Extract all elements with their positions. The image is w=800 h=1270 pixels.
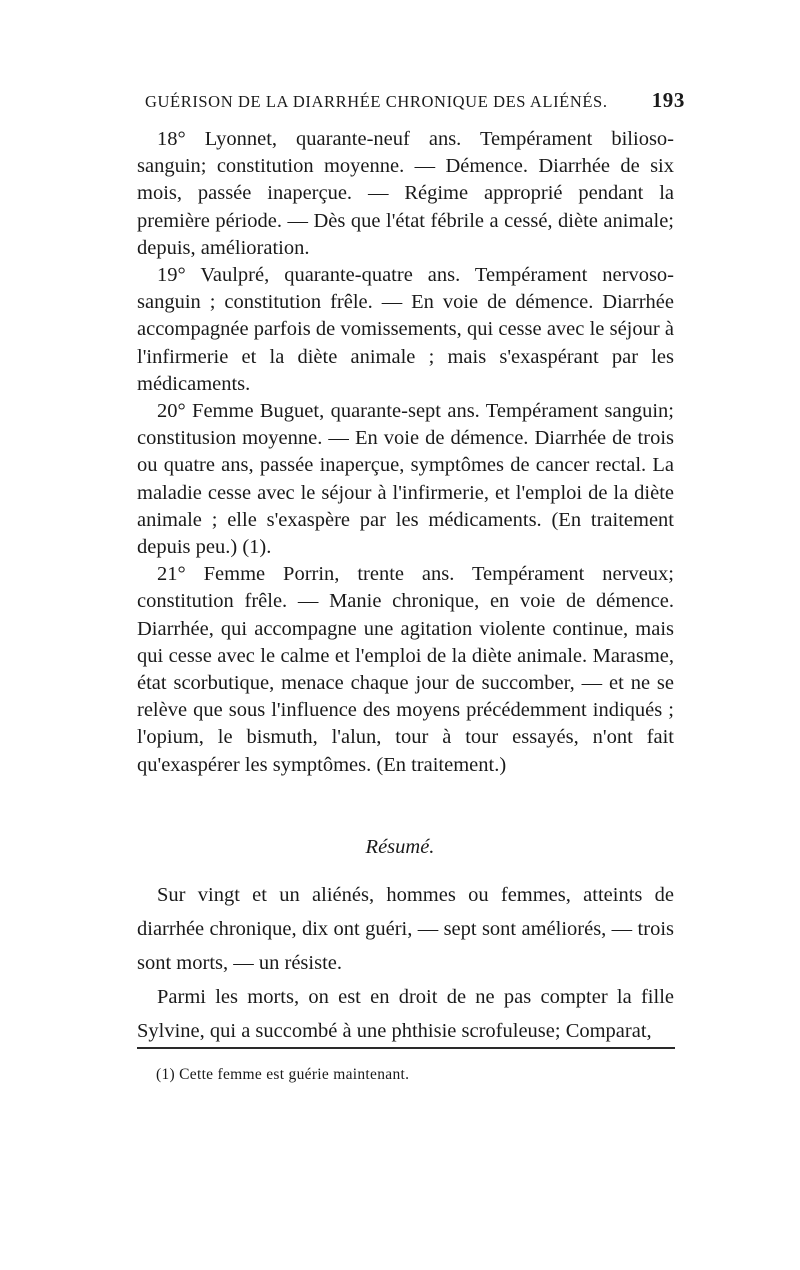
case-21-paragraph: 21° Femme Porrin, trente ans. Tempérament nerveux; constitution frêle. — Manie chronique, en voie de démence. Diarrhée, qui accompagne une agitation violente continue, mais qui cesse avec le calme et l'emploi de la diète animale. Marasme, état scorbutique, menace chaque jour de succomber, — et ne se relève que sous l'influence des moyens précédemment indiqués ; l'opium, le bismuth, l'alun, tour à tour essayés, n'ont fait qu'exaspérer les symptômes. (En traitement.)	[137, 563, 674, 776]
running-head	[145, 88, 685, 118]
summary-paragraph: Parmi les morts, on est en droit de ne pas compter la fille Sylvine, qui a succombé à une phthisie scrofuleuse; Comparat,	[137, 986, 674, 1042]
summary-paragraph: Sur vingt et un aliénés, hommes ou femmes, atteints de diarrhée chronique, dix ont guéri, — sept sont améliorés, — trois sont morts, — un résiste.	[137, 884, 674, 974]
footnote-divider	[137, 1047, 675, 1049]
summary-section	[137, 878, 674, 1048]
case-list	[137, 126, 674, 779]
case-20-paragraph: 20° Femme Buguet, quarante-sept ans. Tempérament sanguin; constitusion moyenne. — En voie de démence. Diarrhée de trois ou quatre ans, passée inaperçue, symptômes de cancer rectal. La maladie cesse avec le séjour à l'infirmerie, et l'emploi de la diète animale ; elle s'exaspère par les médicaments. (En traitement depuis peu.) (1).	[137, 400, 674, 559]
case-18-paragraph: 18° Lyonnet, quarante-neuf ans. Tempérament bilioso-sanguin; constitution moyenne. — Démence. Diarrhée de six mois, passée inaperçue. — Régime approprié pendant la première période. — Dès que l'état fébrile a cessé, diète animale; depuis, amélioration.	[137, 128, 674, 259]
page-number: 193	[651, 88, 685, 112]
case-19-paragraph: 19° Vaulpré, quarante-quatre ans. Tempérament nervoso-sanguin ; constitution frêle. — En voie de démence. Diarrhée accompagnée parfois de vomissements, qui cesse avec le séjour à l'infirmerie et la diète animale ; mais s'exaspérant par les médicaments.	[137, 264, 674, 395]
summary-heading: Résumé.	[365, 836, 435, 858]
footnote: (1) Cette femme est guérie maintenant.	[156, 1066, 410, 1083]
running-head-title: GUÉRISON DE LA DIARRHÉE CHRONIQUE DES ALIÉNÉS.	[145, 92, 608, 111]
